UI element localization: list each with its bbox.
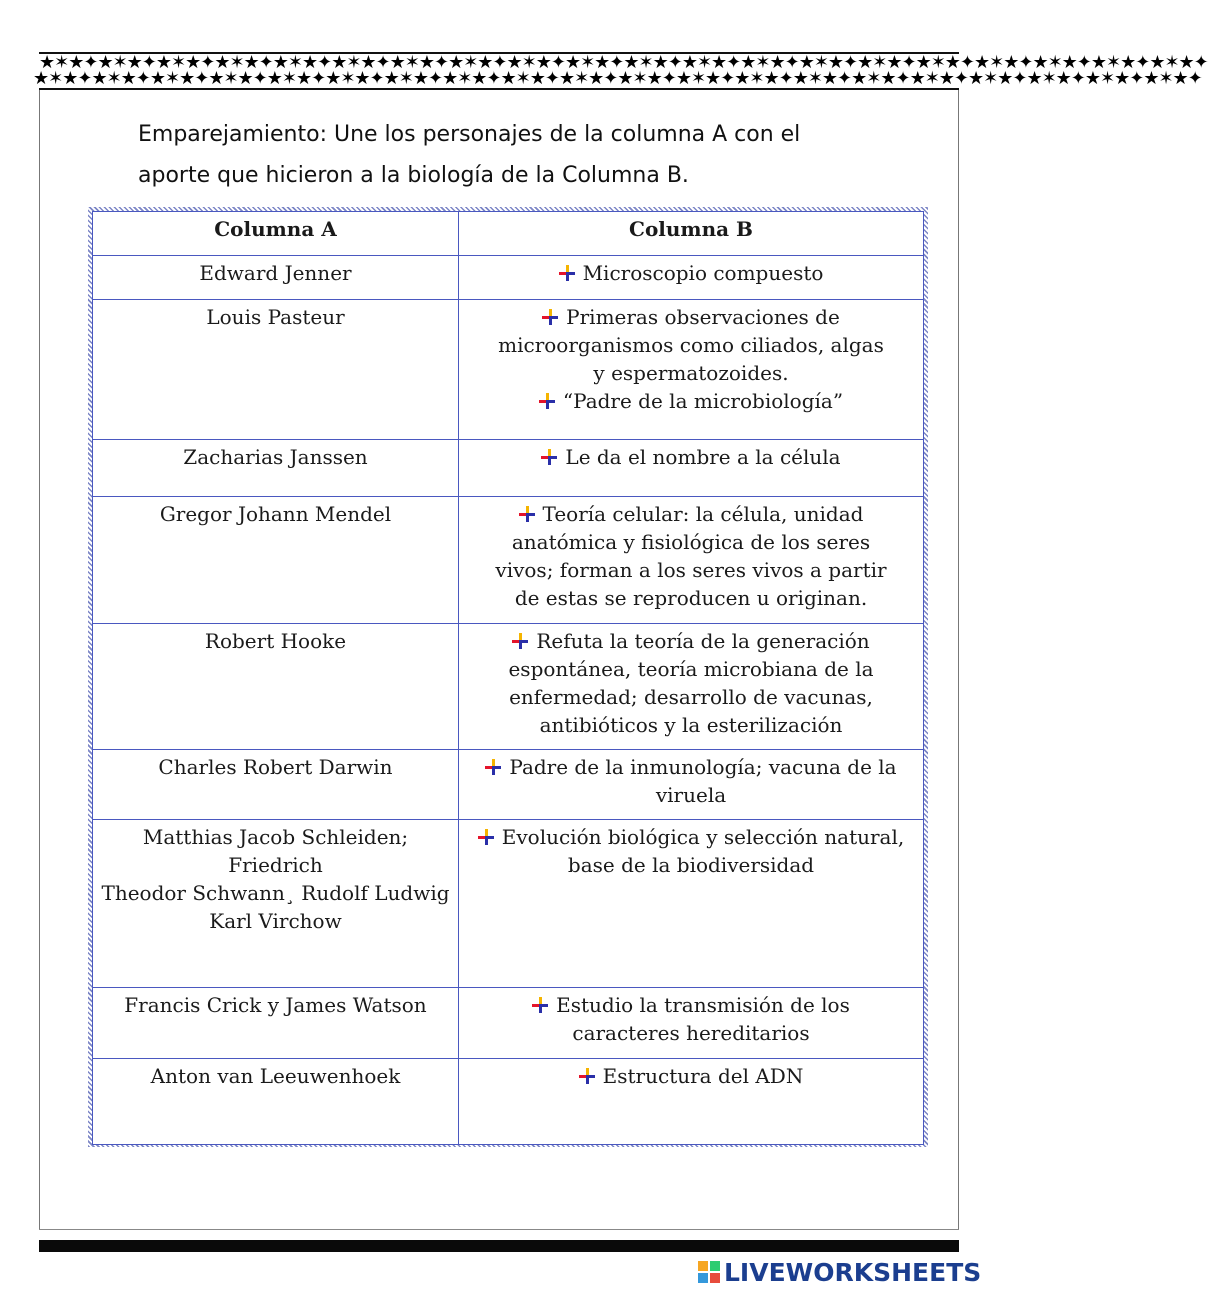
liveworksheets-logo-icon: [698, 1261, 720, 1283]
cell-text-line: [465, 781, 917, 809]
cell-text-line: [465, 1019, 917, 1047]
bullet-cross-icon: [519, 506, 535, 522]
cell-text-line: [465, 259, 917, 287]
cell-columna-b: [459, 256, 924, 300]
cell-columna-a: [93, 440, 459, 497]
cell-columna-a: [93, 820, 459, 988]
table-row: [93, 820, 924, 988]
bullet-cross-icon: [539, 393, 555, 409]
cell-text-line: Francis Crick y James Watson: [124, 993, 427, 1017]
cell-text-line: [465, 359, 917, 387]
cell-columna-a: [93, 624, 459, 750]
cell-text: microorganismos como ciliados, algas: [498, 333, 884, 357]
cell-text: base de la biodiversidad: [567, 853, 815, 877]
cell-text-line: [465, 711, 917, 739]
cell-text-line: [465, 991, 917, 1019]
table-row: [93, 624, 924, 750]
table-body: [93, 256, 924, 1145]
cell-text-line: Gregor Johann Mendel: [159, 502, 392, 526]
cell-text-line: Matthias Jacob Schleiden; Friedrich: [142, 825, 409, 877]
cell-columna-b: [459, 820, 924, 988]
cell-text-line: [465, 556, 917, 584]
cell-columna-b: [459, 300, 924, 440]
cell-text: Le da el nombre a la célula: [565, 445, 841, 469]
cell-columna-b: [459, 624, 924, 750]
cell-text-line: [465, 753, 917, 781]
star-row-top: ★✶★✦★✶★✦★✶★✦★✶★✦★✶★✦★✶★✦★✶★✦★✶★✦★✶★✦★✶★✦★✶★✦★✶★✦★✶★✦★✶★✦★✶★✦★✶★✦★✶★✦★✶★✦★✶★✦★✶★✦: [39, 52, 1208, 73]
bottom-thin-rule: [39, 1229, 959, 1230]
cell-text-line: [465, 1062, 917, 1090]
cell-text-line: [465, 528, 917, 556]
table-header-row: [93, 212, 924, 256]
cell-text-line: [465, 584, 917, 612]
cell-columna-a: [93, 1059, 459, 1145]
cell-text-line: Karl Virchow: [209, 909, 342, 933]
cell-text-line: Anton van Leeuwenhoek: [150, 1064, 401, 1088]
cell-text-line: [465, 851, 917, 879]
cell-text: y espermatozoides.: [593, 361, 789, 385]
cell-text: “Padre de la microbiología”: [562, 389, 844, 413]
header-columna-a: Columna A: [93, 212, 459, 256]
table-row: [93, 440, 924, 497]
cell-columna-b: [459, 1059, 924, 1145]
matching-table-border: [88, 207, 928, 1147]
cell-text: Primeras observaciones de: [566, 305, 840, 329]
header-columna-b: Columna B: [459, 212, 924, 256]
cell-text-line: Zacharias Janssen: [183, 445, 368, 469]
liveworksheets-logo-text: LIVEWORKSHEETS: [724, 1257, 982, 1287]
cell-text-line: Theodor Schwann¸ Rudolf Ludwig: [101, 881, 450, 905]
cell-text: Estructura del ADN: [602, 1064, 804, 1088]
cell-text: vivos; forman a los seres vivos a partir: [495, 558, 887, 582]
cell-columna-b: [459, 750, 924, 820]
cell-columna-b: [459, 988, 924, 1059]
cell-columna-b: [459, 497, 924, 624]
bullet-cross-icon: [541, 449, 557, 465]
bullet-cross-icon: [532, 997, 548, 1013]
cell-text: Evolución biológica y selección natural,: [501, 825, 905, 849]
bullet-cross-icon: [485, 759, 501, 775]
instructions-line-1: Emparejamiento: Une los personajes de la columna A con el: [138, 122, 801, 147]
cell-text-line: [465, 683, 917, 711]
star-row-bottom: ★✶★✦★✶★✦★✶★✦★✶★✦★✶★✦★✶★✦★✶★✦★✶★✦★✶★✦★✶★✦★✶★✦★✶★✦★✶★✦★✶★✦★✶★✦★✶★✦★✶★✦★✶★✦★✶★✦★✶★✦: [33, 68, 1202, 89]
cell-columna-a: [93, 497, 459, 624]
cell-text: Microscopio compuesto: [582, 261, 824, 285]
cell-columna-a: [93, 300, 459, 440]
table-row: [93, 300, 924, 440]
cell-text-line: [465, 303, 917, 331]
cell-text-line: [465, 823, 917, 851]
bullet-cross-icon: [559, 265, 575, 281]
cell-text-line: Edward Jenner: [199, 261, 352, 285]
cell-columna-a: [93, 256, 459, 300]
cell-text-line: [465, 500, 917, 528]
cell-columna-b: [459, 440, 924, 497]
bullet-cross-icon: [478, 829, 494, 845]
bullet-cross-icon: [542, 309, 558, 325]
cell-text-line: Robert Hooke: [204, 629, 347, 653]
cell-text: anatómica y fisiológica de los seres: [511, 530, 871, 554]
liveworksheets-logo: [698, 1258, 981, 1286]
cell-text: antibióticos y la esterilización: [539, 713, 843, 737]
cell-columna-a: [93, 750, 459, 820]
cell-text-line: Charles Robert Darwin: [158, 755, 393, 779]
cell-text: caracteres hereditarios: [572, 1021, 810, 1045]
table-row: [93, 750, 924, 820]
cell-text-line: Louis Pasteur: [206, 305, 345, 329]
table-row: [93, 988, 924, 1059]
table-row: [93, 256, 924, 300]
cell-text-line: [465, 443, 917, 471]
cell-text: Padre de la inmunología; vacuna de la: [509, 755, 897, 779]
instructions-line-2: aporte que hicieron a la biología de la Columna B.: [138, 163, 689, 188]
table-row: [93, 497, 924, 624]
cell-text: de estas se reproducen u originan.: [514, 586, 868, 610]
cell-columna-a: [93, 988, 459, 1059]
cell-text: espontánea, teoría microbiana de la: [508, 657, 874, 681]
cell-text: enfermedad; desarrollo de vacunas,: [509, 685, 873, 709]
cell-text: viruela: [655, 783, 727, 807]
bottom-rule: [39, 1240, 959, 1252]
matching-table: [92, 211, 924, 1145]
table-row: [93, 1059, 924, 1145]
cell-text: Teoría celular: la célula, unidad: [542, 502, 864, 526]
cell-text-line: [465, 387, 917, 415]
star-border: [33, 52, 1208, 90]
cell-text-line: [465, 655, 917, 683]
cell-text-line: [465, 331, 917, 359]
cell-text-line: [465, 627, 917, 655]
cell-text: Refuta la teoría de la generación: [536, 629, 870, 653]
cell-text: Estudio la transmisión de los: [556, 993, 850, 1017]
bullet-cross-icon: [512, 633, 528, 649]
bullet-cross-icon: [579, 1068, 595, 1084]
instructions: [138, 114, 898, 196]
